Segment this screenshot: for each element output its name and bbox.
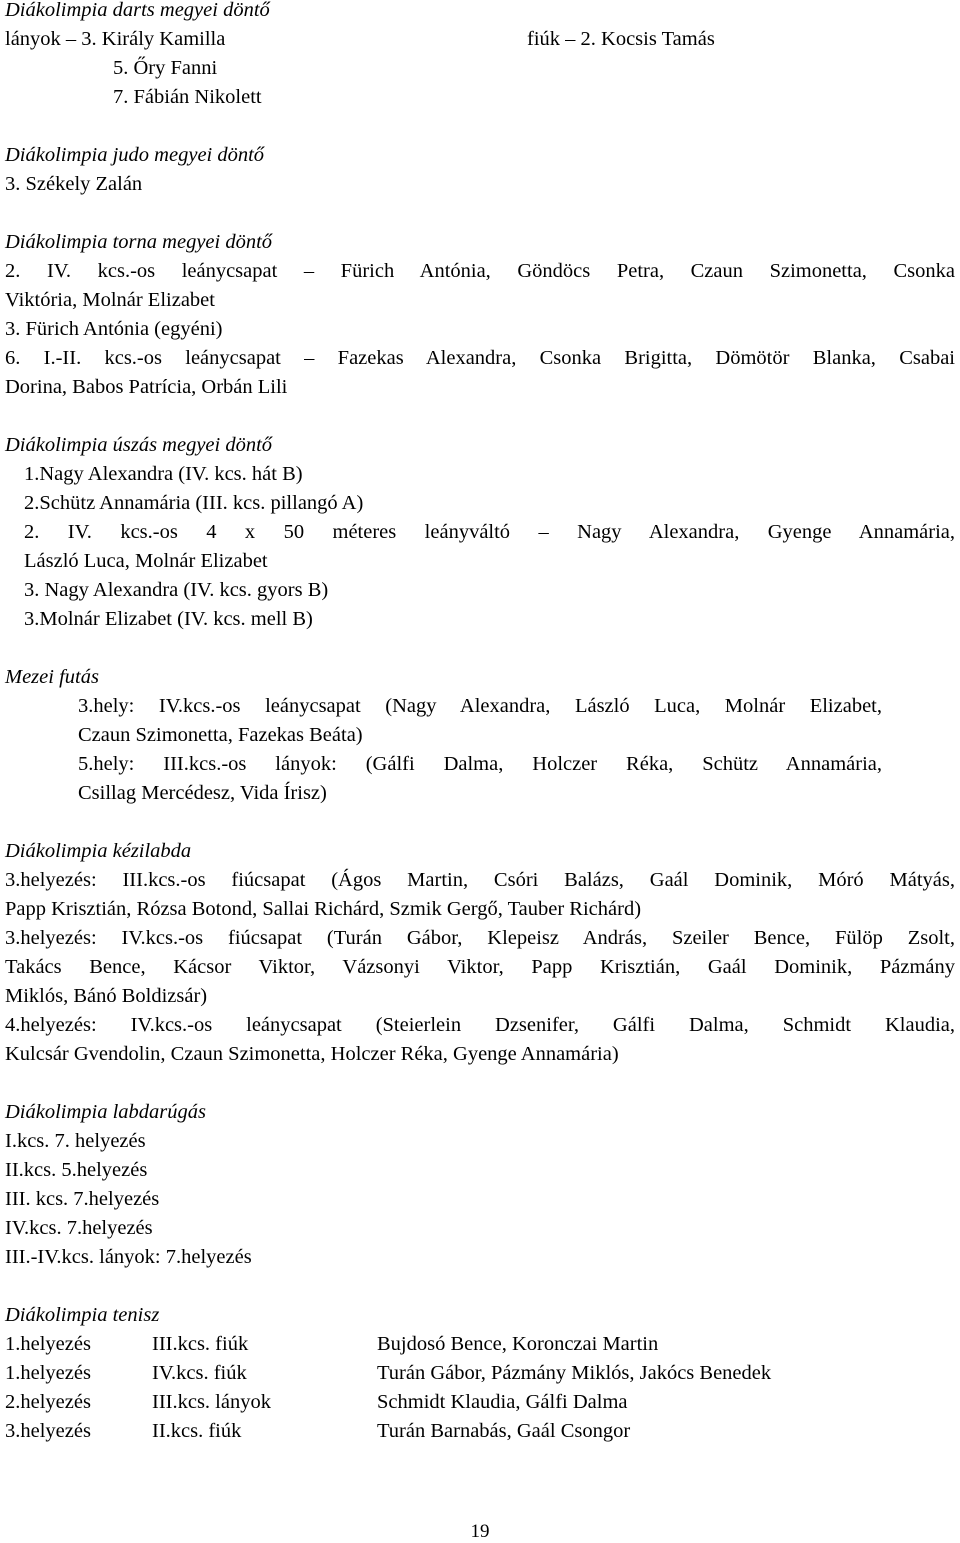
tenisz-category: III.kcs. fiúk [152,1333,249,1355]
tenisz-names: Turán Gábor, Pázmány Miklós, Jakócs Benedek [377,1362,772,1384]
torna-result-3a: 6. I.-II. kcs.-os leánycsapat – Fazekas Alexandra, Csonka Brigitta, Dömötör Blanka, Csabai [5,347,955,369]
kezilabda-result-3b: Kulcsár Gvendolin, Czaun Szimonetta, Holczer Réka, Gyenge Annamária) [5,1043,619,1065]
darts-boys: fiúk – 2. Kocsis Tamás [527,28,715,50]
tenisz-place: 1.helyezés [5,1362,91,1384]
labdarugas-item: II.kcs. 5.helyezés [5,1159,148,1181]
section-title-darts: Diákolimpia darts megyei döntő [5,0,270,21]
section-title-tenisz: Diákolimpia tenisz [5,1304,160,1326]
tenisz-category: IV.kcs. fiúk [152,1362,247,1384]
tenisz-row [5,1330,955,1359]
spacer [5,808,955,837]
labdarugas-item: III.-IV.kcs. lányok: 7.helyezés [5,1246,252,1268]
labdarugas-item: III. kcs. 7.helyezés [5,1188,160,1210]
tenisz-names: Schmidt Klaudia, Gálfi Dalma [377,1391,628,1413]
tenisz-row [5,1359,955,1388]
uszas-result-1: 1.Nagy Alexandra (IV. kcs. hát B) [24,463,303,485]
spacer [5,199,955,228]
torna-result-3b: Dorina, Babos Patrícia, Orbán Lili [5,376,288,398]
spacer [5,112,955,141]
darts-girls-2: 5. Őry Fanni [113,57,218,79]
judo-result: 3. Székely Zalán [5,173,143,195]
torna-result-1b: Viktória, Molnár Elizabet [5,289,215,311]
kezilabda-result-2b: Takács Bence, Kácsor Viktor, Vázsonyi Viktor, Papp Krisztián, Gaál Dominik, Pázmány [5,956,955,978]
uszas-result-3a: 2. IV. kcs.-os 4 x 50 méteres leányváltó – Nagy Alexandra, Gyenge Annamária, [24,521,955,543]
torna-result-2: 3. Fürich Antónia (egyéni) [5,318,223,340]
uszas-result-3b: László Luca, Molnár Elizabet [24,550,268,572]
darts-row-1 [5,25,955,54]
section-title-torna: Diákolimpia torna megyei döntő [5,231,273,253]
uszas-result-2: 2.Schütz Annamária (III. kcs. pillangó A) [24,492,364,514]
tenisz-place: 2.helyezés [5,1391,91,1413]
tenisz-row [5,1417,955,1446]
tenisz-category: II.kcs. fiúk [152,1420,242,1442]
uszas-result-5: 3.Molnár Elizabet (IV. kcs. mell B) [24,608,313,630]
spacer [5,402,955,431]
torna-result-1a: 2. IV. kcs.-os leánycsapat – Fürich Antónia, Göndöcs Petra, Czaun Szimonetta, Csonka [5,260,955,282]
section-title-mezei: Mezei futás [5,666,99,688]
section-title-judo: Diákolimpia judo megyei döntő [5,144,265,166]
uszas-result-4: 3. Nagy Alexandra (IV. kcs. gyors B) [24,579,329,601]
tenisz-names: Turán Barnabás, Gaál Csongor [377,1420,631,1442]
labdarugas-item: I.kcs. 7. helyezés [5,1130,146,1152]
spacer [5,1069,955,1098]
document-page [5,0,955,1446]
kezilabda-result-1b: Papp Krisztián, Rózsa Botond, Sallai Richárd, Szmik Gergő, Tauber Richárd) [5,898,642,920]
labdarugas-item: IV.kcs. 7.helyezés [5,1217,153,1239]
spacer [5,1272,955,1301]
mezei-result-2b: Csillag Mercédesz, Vida Írisz) [78,782,327,804]
kezilabda-result-1a: 3.helyezés: III.kcs.-os fiúcsapat (Ágos Martin, Csóri Balázs, Gaál Dominik, Móró Mátyás, [5,869,955,891]
tenisz-place: 3.helyezés [5,1420,91,1442]
kezilabda-result-2a: 3.helyezés: IV.kcs.-os fiúcsapat (Turán Gábor, Klepeisz András, Szeiler Bence, Fülöp Zsolt, [5,927,955,949]
tenisz-category: III.kcs. lányok [152,1391,271,1413]
kezilabda-result-3a: 4.helyezés: IV.kcs.-os leánycsapat (Steierlein Dzsenifer, Gálfi Dalma, Schmidt Klaudia, [5,1014,955,1036]
darts-girls-3: 7. Fábián Nikolett [113,86,262,108]
spacer [5,634,955,663]
tenisz-place: 1.helyezés [5,1333,91,1355]
mezei-result-2a: 5.hely: III.kcs.-os lányok: (Gálfi Dalma, Holczer Réka, Schütz Annamária, [78,753,882,775]
mezei-result-1b: Czaun Szimonetta, Fazekas Beáta) [78,724,363,746]
section-title-kezilabda: Diákolimpia kézilabda [5,840,192,862]
mezei-result-1a: 3.hely: IV.kcs.-os leánycsapat (Nagy Alexandra, László Luca, Molnár Elizabet, [78,695,882,717]
tenisz-names: Bujdosó Bence, Koronczai Martin [377,1333,659,1355]
kezilabda-result-2c: Miklós, Bánó Boldizsár) [5,985,208,1007]
page-number: 19 [470,1521,490,1542]
tenisz-row [5,1388,955,1417]
darts-girls-label: lányok – 3. Király Kamilla [5,28,226,50]
section-title-labdarugas: Diákolimpia labdarúgás [5,1101,207,1123]
section-title-uszas: Diákolimpia úszás megyei döntő [5,434,273,456]
